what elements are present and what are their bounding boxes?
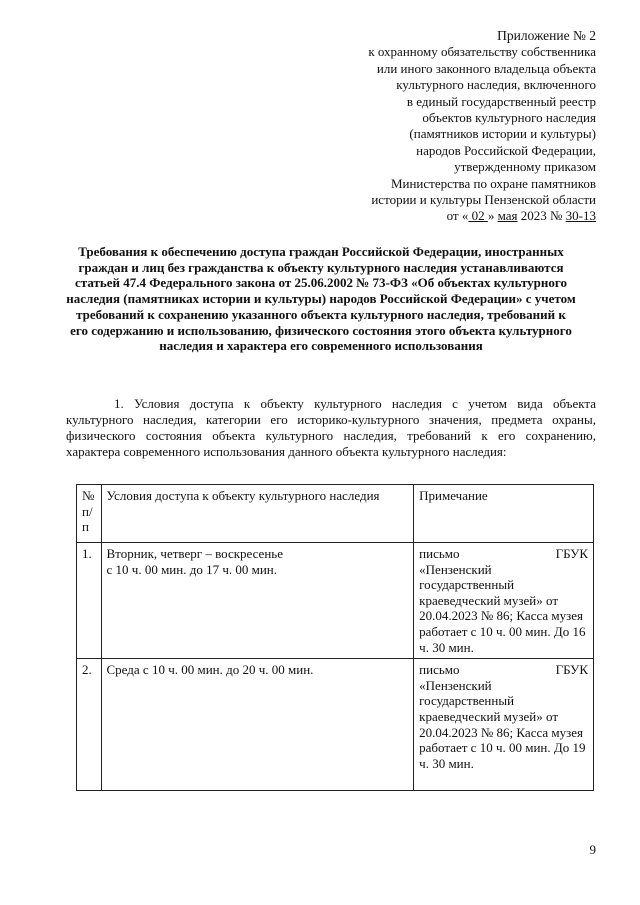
row-note [414,659,594,791]
date-month: мая [497,208,518,224]
appendix-title: Приложение № 2 [497,28,596,43]
appendix-line: объектов культурного наследия [422,110,596,126]
row-letter: письмо ГБУК [419,546,588,561]
row-days: Среда с 10 ч. 00 мин. до 20 ч. 00 мин. [106,662,314,678]
row-note [414,543,594,659]
access-conditions-table [76,484,594,791]
appendix-line: народов Российской Федерации, [416,142,596,158]
appendix-line: истории и культуры Пензенской области [371,192,596,208]
appendix-line: культурного наследия, включенного [396,77,596,93]
appendix-line: Министерства по охране памятников [390,175,596,191]
requirements-title: Требования к обеспечению доступа граждан Российской Федерации, иностранных граждан и лиц без гражданства к объекту культурного наследия устанавливаются статьей 47.4 Федерального закона от 25.06.2002 № 73-ФЗ «Об объектах культурного наследия (памятниках истории и культуры) народов Российской Федерации» с учетом требований к сохранению указанного объекта культурного наследия, требований к его содержанию и использованию, физического состояния этого объекта культурного наследия и характера его современного использования [66,244,576,354]
date-mid: » [487,208,498,224]
date-year: 2023 № [517,208,566,224]
row-hours: с 10 ч. 00 мин. до 17 ч. 00 мин. [106,561,278,577]
row-days: Вторник, четверг – воскресенье [106,546,283,561]
date-day: 02 [468,208,488,224]
header-num: № п/п [77,485,102,543]
appendix-line: или иного законного владельца объекта [376,60,596,76]
appendix-date-line [296,208,596,224]
row-num: 1. [77,543,102,659]
row-conditions [101,659,414,791]
appendix-line: (памятников истории и культуры) [409,126,596,142]
row-num: 2. [77,659,102,791]
table-row [77,659,594,791]
table-row [77,543,594,659]
appendix-line: в единый государственный реестр [406,93,596,109]
page-number: 9 [589,842,596,857]
row-note-text: «Пензенский государственный краеведческий музей» от 20.04.2023 № 86; Касса музея работает с 10 ч. 00 мин. До 19 ч. 30 мин. [419,677,586,771]
appendix-line: к охранному обязательству собственника [368,44,596,60]
header-note: Примечание [414,485,594,543]
order-number: 30-13 [565,208,596,224]
table-header-row [77,485,594,543]
row-letter: письмо ГБУК [419,662,588,678]
row-conditions [101,543,414,659]
header-conditions: Условия доступа к объекту культурного наследия [101,485,414,543]
appendix-header [296,28,596,225]
date-prefix: от « [446,208,469,224]
intro-paragraph: 1. Условия доступа к объекту культурного наследия с учетом вида объекта культурного наследия, категории его историко-культурного значения, предмета охраны, физического состояния объекта культурного наследия, требований к его сохранению, характера современного использования данного объекта культурного наследия: [66,396,596,459]
row-note-text: «Пензенский государственный краеведческий музей» от 20.04.2023 № 86; Касса музея работает с 10 ч. 00 мин. До 16 ч. 30 мин. [419,561,586,655]
appendix-line: утвержденному приказом [454,159,596,175]
